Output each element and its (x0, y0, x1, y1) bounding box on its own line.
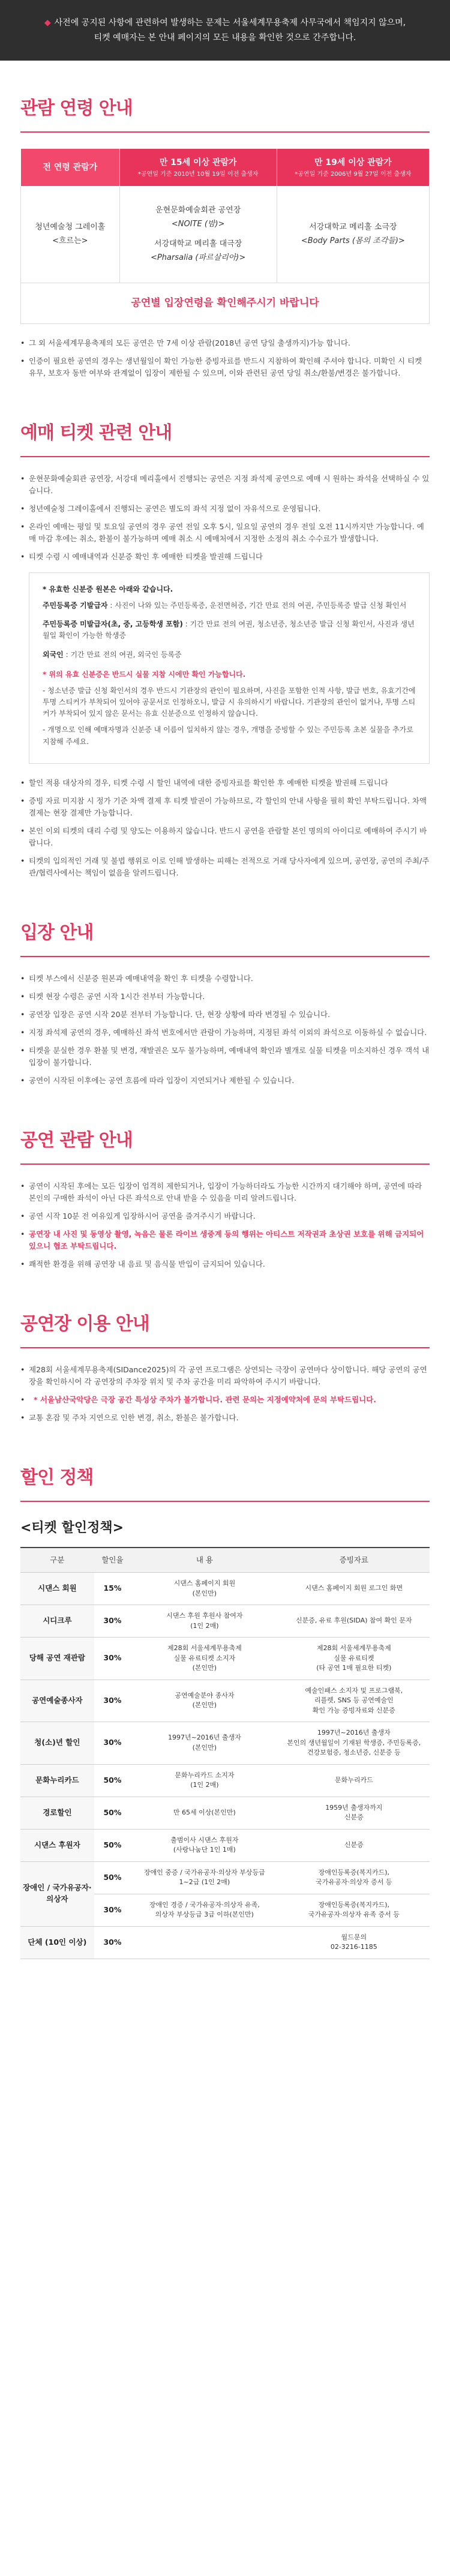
list-item: • 티켓 부스에서 신분증 원본과 예매내역을 확인 후 티켓을 수령합니다. (20, 973, 430, 985)
discount-content: 만 65세 이상(본인만) (131, 1797, 278, 1829)
discount-rate: 15% (94, 1573, 131, 1605)
discount-proof: 신분증, 유료 후원(SIDA) 참여 확인 문자 (278, 1605, 430, 1638)
ticket-bullets (20, 473, 430, 563)
age-cell-all: 청년예술청 그레이홀 <흐르는> (21, 187, 120, 283)
list-item: • 공연 시작 10분 전 여유있게 입장하시어 공연을 즐겨주시기 바랍니다. (20, 1210, 430, 1222)
discount-proof: 예술인패스 소지자 및 프로그램북, 리플렛, SNS 등 공연예술인 확인 가능 증빙자료와 신분증 (278, 1680, 430, 1722)
diamond-icon: ◆ (44, 18, 51, 28)
discount-name: 단체 (10인 이상) (20, 1926, 94, 1959)
venue-section (0, 1276, 450, 1424)
id-info-box: * 유효한 신분증 원본은 아래와 같습니다. 주민등록증 기발급자 : 사진이 나와 있는 주민등록증, 운전면허증, 기간 만료 전의 여권, 주민등록증 발급 신청 확인서 주민등록증 미발급자(초, 중, 고등학생 포함) : 기간 만료 전의 여권, 청소년증, 청소년증 발급 신청 확인서, 사진과 생년월일 확인이 가능한 학생증 외국인 : 기간 만료 전의 여권, 외국인 등록증 * 위의 유효 신분증은 반드시 실물 지참 시에만 확인 가능합니다. - 청소년증 발급 신청 확인서의 경우 반드시 기관장의 관인이 필요하며, 사진을 포함한 인적 사항, 발급 번호, 유효기간에 투명 스티커가 부착되어 있어야 공문서로 인정하오니, 발급 시 유의하시기 바랍니다. 기관장의 관인이 없거나, 투명 스티커가 부착되어 있지 않은 문서는 유효 신분증으로 인정하지 않습니다. - 개명으로 인해 예매자명과 신분증 내 이름이 일치하지 않는 경우, 개명을 증빙할 수 있는 주민등록 초본 실물을 추가로 지참해 주세요. (29, 572, 430, 764)
discount-proof: 시댄스 홈페이지 회원 로그인 화면 (278, 1573, 430, 1605)
table-row (20, 1680, 430, 1722)
list-item: • 티켓 현장 수령은 공연 시작 1시간 전부터 가능합니다. (20, 991, 430, 1003)
discount-content: 문화누리카드 소지자 (1인 2매) (131, 1764, 278, 1797)
view-section (0, 1093, 450, 1270)
table-row (20, 1829, 430, 1861)
list-item: • 할인 적용 대상자의 경우, 티켓 수령 시 할인 내역에 대한 증빙자료를 확인한 후 예매한 티켓을 발권해 드립니다 (20, 777, 430, 789)
list-item: • 공연장 내 사진 및 동영상 촬영, 녹음은 물론 라이브 생중계 등의 행위는 아티스트 저작권과 초상권 보호를 위해 금지되어 있으니 협조 부탁드립니다. (20, 1228, 430, 1252)
age-bullets (20, 337, 430, 379)
notice-banner (0, 0, 450, 61)
age-header-15: 만 15세 이상 관람가 *공연일 기준 2010년 10월 19일 이전 출생자 (119, 149, 277, 187)
list-item: • 제28회 서울세계무용축제(SIDance2025)의 각 공연 프로그램은 상연되는 극장이 공연마다 상이합니다. 해당 공연의 공연장을 확인하시어 각 공연장의 주차장 위치 및 주차 공간을 미리 파악하여 주시기 바랍니다. (20, 1364, 430, 1388)
discount-rate: 30% (94, 1926, 131, 1959)
discount-rate: 30% (94, 1680, 131, 1722)
discount-content: 시댄스 후원 후원사 참여자 (1인 2매) (131, 1605, 278, 1638)
discount-header-rate: 할인율 (94, 1548, 131, 1573)
list-item: • 본인 이외 티켓의 대리 수령 및 양도는 이용하지 않습니다. 반드시 공연을 관람할 본인 명의의 아이디로 예매하여 주시기 바랍니다. (20, 825, 430, 849)
venue-section-title: 공연장 이용 안내 (20, 1276, 430, 1348)
discount-header-type: 구분 (20, 1548, 94, 1573)
discount-proof: 장애인등록증(복지카드), 국가유공자·의상자 증서 등 (278, 1861, 430, 1894)
discount-content: 제28회 서울세계무용축제 실물 유료티켓 소지자 (본인만) (131, 1638, 278, 1680)
table-row (20, 1722, 430, 1765)
discount-header-proof: 증빙자료 (278, 1548, 430, 1573)
age-table (20, 148, 430, 283)
table-row (20, 1861, 430, 1894)
discount-section-title: 할인 정책 (20, 1430, 430, 1502)
table-row (20, 1797, 430, 1829)
discount-rate: 30% (94, 1638, 131, 1680)
discount-rate: 30% (94, 1894, 131, 1926)
discount-section (0, 1430, 450, 1989)
discount-rate: 50% (94, 1861, 131, 1894)
table-row (20, 1638, 430, 1680)
discount-rate: 30% (94, 1605, 131, 1638)
list-item: • 티켓 수령 시 예매내역과 신분증 확인 후 예매한 티켓을 발권해 드립니다 (20, 551, 430, 563)
age-section (0, 61, 450, 379)
discount-proof: 문화누리카드 (278, 1764, 430, 1797)
ticket-section-title: 예매 티켓 관련 안내 (20, 385, 430, 457)
list-item: • 공연장 입장은 공연 시작 20분 전부터 가능합니다. 단, 현장 상황에 따라 변경될 수 있습니다. (20, 1009, 430, 1021)
discount-content (131, 1926, 278, 1959)
entry-bullets (20, 973, 430, 1087)
list-item: • 청년예술청 그레이홀에서 진행되는 공연은 별도의 좌석 지정 없이 자유석으로 운영됩니다. (20, 503, 430, 515)
discount-table (20, 1547, 430, 1959)
ticket-section (0, 385, 450, 879)
table-row (20, 1605, 430, 1638)
discount-name: 시댄스 후원자 (20, 1829, 94, 1861)
table-row (20, 1926, 430, 1959)
discount-content: 시댄스 홈페이지 회원 (본인만) (131, 1573, 278, 1605)
list-item: • 티켓의 입의적인 거래 및 불법 행위로 이로 인해 발생하는 피해는 전적으로 거래 당사자에게 있으며, 공연장, 공연의 주최/주관/협력사에서는 책임이 없음을 알려드립니다. (20, 855, 430, 879)
discount-proof: 1959년 출생자까지 신분증 (278, 1797, 430, 1829)
entry-section-title: 입장 안내 (20, 885, 430, 957)
list-item: • 지정 좌석제 공연의 경우, 예매하신 좌석 번호에서만 관람이 가능하며, 지정된 좌석 이외의 좌석으로 이동하실 수 없습니다. (20, 1027, 430, 1039)
discount-name: 청(소)년 할인 (20, 1722, 94, 1765)
age-section-title: 관람 연령 안내 (20, 61, 430, 133)
discount-name: 경로할인 (20, 1797, 94, 1829)
age-cell-19: 서강대학교 메리홀 소극장 <Body Parts (몸의 조각들)> (277, 187, 429, 283)
discount-proof: 제28회 서울세계무용축제 실물 유료티켓 (타 공연 1매 필요한 티켓) (278, 1638, 430, 1680)
view-bullets (20, 1180, 430, 1270)
discount-proof: 신분증 (278, 1829, 430, 1861)
discount-name: 시댄스 회원 (20, 1573, 94, 1605)
discount-rate: 50% (94, 1829, 131, 1861)
discount-content: 공연예술분야 종사자 (본인만) (131, 1680, 278, 1722)
discount-rate: 50% (94, 1797, 131, 1829)
age-header-19: 만 19세 이상 관람가 *공연일 기준 2006년 9월 27일 이전 출생자 (277, 149, 429, 187)
discount-proof: 1997년~2016년 출생자 본인의 생년월일이 기재된 학생증, 주민등록증, 건강보험증, 청소년증, 신분증 등 (278, 1722, 430, 1765)
list-item: • 그 외 서울세계무용축제의 모든 공연은 만 7세 이상 관람(2018년 공연 당일 출생까지)가능 합니다. (20, 337, 430, 349)
discount-content: 출범이사 시댄스 후원자 (사랑나눔단 1인 1매) (131, 1829, 278, 1861)
discount-rate: 30% (94, 1722, 131, 1765)
list-item: • 증빙 자료 미지참 시 정가 기준 차액 결제 후 티켓 발권이 가능하므로, 각 할인의 안내 사항을 필히 확인 부탁드립니다. 차액 결제는 현장 결제만 가능합니다. (20, 795, 430, 819)
discount-name: 장애인 / 국가유공자·의상자 (20, 1861, 94, 1926)
discount-name: 공연예술종사자 (20, 1680, 94, 1722)
banner-line-2: 티켓 예매자는 본 안내 페이지의 모든 내용을 확인한 것으로 간주합니다. (94, 32, 356, 43)
discount-content: 장애인 중증 / 국가유공자·의상자 부상등급 1~2급 (1인 2매) (131, 1861, 278, 1894)
list-item: • 공연이 시작된 후에는 모든 입장이 엄격히 제한되거나, 입장이 가능하더라도 가능한 시간까지 대기해야 하며, 공연에 따라 본인의 구매한 좌석이 아닌 다른 좌석으로 안내 받을 수 있음을 미리 알려드립니다. (20, 1180, 430, 1204)
discount-rate: 50% (94, 1764, 131, 1797)
list-item: • * 서울남산국악당은 극장 공간 특성상 주차가 불가합니다. 관련 문의는 지정예약처에 문의 부탁드립니다. (20, 1394, 430, 1406)
discount-proof: 장애인등록증(복지카드), 국가유공자·의상자 유족 증서 등 (278, 1894, 430, 1926)
list-item: • 교통 혼잡 및 주차 지연으로 인한 변경, 취소, 환불은 불가합니다. (20, 1412, 430, 1424)
discount-subtitle: <티켓 할인정책> (20, 1520, 124, 1536)
discount-name: 당해 공연 재관람 (20, 1638, 94, 1680)
discount-name: 문화누리카드 (20, 1764, 94, 1797)
discount-header-content: 내 용 (131, 1548, 278, 1573)
list-item: • 온라인 예매는 평일 및 토요일 공연의 경우 공연 전일 오후 5시, 일요일 공연의 경우 전일 오전 11시까지만 가능합니다. 예매 마감 후에는 취소, 환불이 불가능하며 예매 취소 시 예매처에서 지정한 소정의 취소 수수료가 발생합니다. (20, 521, 430, 545)
ticket-bullets-2 (20, 777, 430, 879)
discount-name: 시디크루 (20, 1605, 94, 1638)
age-cell-15: 운현문화예술회관 공연장 <NOITE (밤)> 서강대학교 메리홀 대극장 <Pharsalia (파르살리아)> (119, 187, 277, 283)
entry-section (0, 885, 450, 1087)
list-item: • 티켓을 분실한 경우 환불 및 변경, 재발권은 모두 불가능하며, 예매내역 확인과 별개로 실물 티켓을 미소지하신 경우 객석 내 입장이 불가합니다. (20, 1045, 430, 1069)
discount-content: 1997년~2016년 출생자 (본인만) (131, 1722, 278, 1765)
banner-line-1: 사전에 공지된 사항에 관련하여 발생하는 문제는 서울세계무용축제 사무국에서 책임지지 않으며, (54, 18, 406, 28)
age-callout: 공연별 입장연령을 확인해주시기 바랍니다 (20, 283, 430, 324)
table-row (20, 1764, 430, 1797)
list-item: • 쾌적한 환경을 위해 공연장 내 음료 및 음식물 반입이 금지되어 있습니다. (20, 1258, 430, 1270)
discount-content: 장애인 경증 / 국가유공자·의상자 유족, 의상자 부상등급 3급 이하(본인만) (131, 1894, 278, 1926)
table-row (20, 1573, 430, 1605)
list-item: • 공연이 시작된 이후에는 공연 흐름에 따라 입장이 지연되거나 제한될 수 있습니다. (20, 1075, 430, 1087)
list-item: • 인증이 필요한 공연의 경우는 생년월일이 확인 가능한 증빙자료를 반드시 지참하여 확인해 주셔야 합니다. 미확인 시 티켓 유무, 보호자 동반 여부와 관계없이 입장이 제한될 수 있으며, 이와 관련된 공연 당일 취소/환불/변경은 불가합니다. (20, 355, 430, 379)
discount-proof: 월드문의 02-3216-1185 (278, 1926, 430, 1959)
venue-bullets (20, 1364, 430, 1424)
list-item: • 운현문화예술회관 공연장, 서강대 메리홀에서 진행되는 공연은 지정 좌석제 공연으로 예매 시 원하는 좌석을 선택하실 수 있습니다. (20, 473, 430, 497)
age-header-all: 전 연령 관람가 (21, 149, 120, 187)
view-section-title: 공연 관람 안내 (20, 1093, 430, 1165)
